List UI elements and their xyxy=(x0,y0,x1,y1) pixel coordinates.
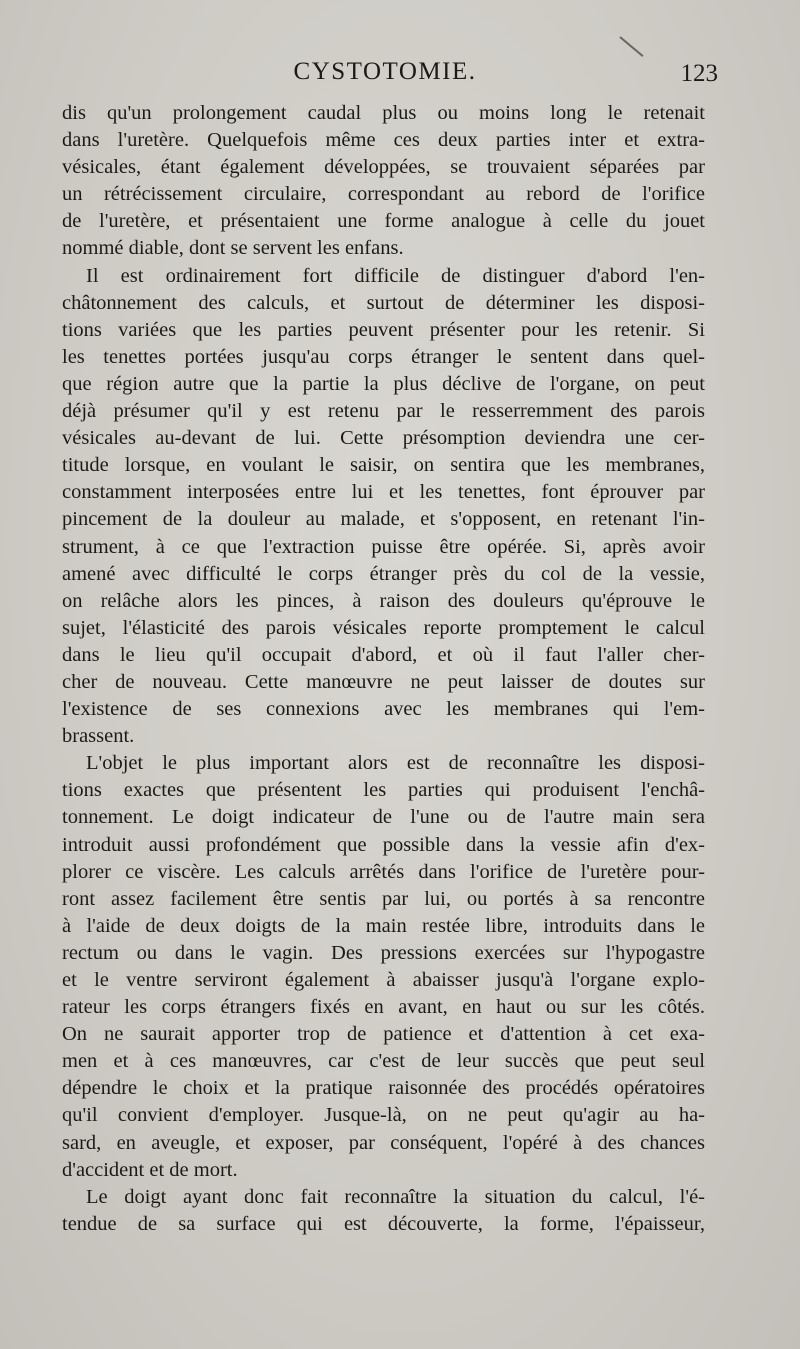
text-line: brassent. xyxy=(62,725,135,748)
text-line: ront assez facilement être sentis par lui, ou portés à sa rencontre xyxy=(62,887,705,910)
text-line: un rétrécissement circulaire, correspondant au rebord de l'orifice xyxy=(62,183,705,206)
text-line: de l'uretère, et présentaient une forme analogue à celle du jouet xyxy=(62,210,705,233)
text-line: vésicales, étant également développées, se trouvaient séparées par xyxy=(62,156,705,179)
text-line: plorer ce viscère. Les calculs arrêtés dans l'orifice de l'uretère pour- xyxy=(62,860,705,883)
paragraph xyxy=(62,100,705,263)
running-title: CYSTOTOMIE. xyxy=(293,58,477,85)
text-line: châtonnement des calculs, et surtout de déterminer les disposi- xyxy=(62,291,705,314)
text-line: pincement de la douleur au malade, et s'opposent, en retenant l'in- xyxy=(62,508,705,531)
text-line: Le doigt ayant donc fait reconnaître la situation du calcul, l'é- xyxy=(86,1185,705,1208)
text-line: dans l'uretère. Quelquefois même ces deux parties inter et extra- xyxy=(62,129,705,152)
paragraph xyxy=(62,263,705,751)
paragraph xyxy=(62,750,705,1184)
text-line: et le ventre serviront également à abaisser jusqu'à l'organe explo- xyxy=(62,969,705,991)
text-line: sard, en aveugle, et exposer, par conséquent, l'opéré à des chances xyxy=(62,1131,705,1154)
page-number: 123 xyxy=(680,60,718,87)
text-line: men et à ces manœuvres, car c'est de leur succès que peut seul xyxy=(62,1050,705,1073)
text-line: tions exactes que présentent les parties qui produisent l'enchâ- xyxy=(62,779,705,802)
text-line: tendue de sa surface qui est découverte, la forme, l'épaisseur, xyxy=(62,1212,705,1235)
text-line: rectum ou dans le vagin. Des pressions exercées sur l'hypogastre xyxy=(62,941,705,964)
text-line: L'objet le plus important alors est de reconnaître les disposi- xyxy=(86,752,705,775)
text-line: on relâche alors les pinces, à raison des douleurs qu'éprouve le xyxy=(62,589,705,612)
text-line: dépendre le choix et la pratique raisonnée des procédés opératoires xyxy=(62,1077,705,1100)
text-line: On ne saurait apporter trop de patience et d'attention à cet exa- xyxy=(62,1023,705,1046)
text-line: à l'aide de deux doigts de la main restée libre, introduits dans le xyxy=(62,914,705,937)
text-line: dis qu'un prolongement caudal plus ou moins long le retenait xyxy=(62,102,705,124)
text-line: qu'il convient d'employer. Jusque-là, on ne peut qu'agir au ha- xyxy=(62,1104,705,1127)
text-line: nommé diable, dont se servent les enfans. xyxy=(62,237,404,260)
text-line: titude lorsque, en voulant le saisir, on sentira que les membranes, xyxy=(62,454,705,477)
text-line: les tenettes portées jusqu'au corps étranger le sentent dans quel- xyxy=(62,345,705,368)
text-line: dans le lieu qu'il occupait d'abord, et où il faut l'aller cher- xyxy=(62,643,705,666)
text-line: sujet, l'élasticité des parois vésicales reporte promptement le calcul xyxy=(62,616,705,639)
body-text xyxy=(62,100,705,1238)
text-line: l'existence de ses connexions avec les membranes qui l'em- xyxy=(62,698,705,721)
text-line: déjà présumer qu'il y est retenu par le resserremment des parois xyxy=(62,400,705,423)
text-line: vésicales au-devant de lui. Cette présomption deviendra une cer- xyxy=(62,427,705,450)
text-line: tonnement. Le doigt indicateur de l'une ou de l'autre main sera xyxy=(62,806,705,829)
text-line: amené avec difficulté le corps étranger près du col de la vessie, xyxy=(62,562,705,585)
text-line: strument, à ce que l'extraction puisse être opérée. Si, après avoir xyxy=(62,535,705,558)
text-line: d'accident et de mort. xyxy=(62,1158,238,1181)
text-line: rateur les corps étrangers fixés en avant, en haut ou sur les côtés. xyxy=(62,996,705,1019)
text-line: introduit aussi profondément que possible dans la vessie afin d'ex- xyxy=(62,833,705,856)
text-line: que région autre que la partie la plus déclive de l'organe, on peut xyxy=(62,372,705,395)
text-line: cher de nouveau. Cette manœuvre ne peut laisser de doutes sur xyxy=(62,670,705,693)
text-line: Il est ordinairement fort difficile de distinguer d'abord l'en- xyxy=(86,264,705,287)
corner-mark xyxy=(619,36,643,57)
page-header xyxy=(62,58,718,98)
text-line: constamment interposées entre lui et les tenettes, font éprouver par xyxy=(62,481,705,504)
text-line: tions variées que les parties peuvent présenter pour les retenir. Si xyxy=(62,318,705,341)
paragraph xyxy=(62,1184,705,1238)
